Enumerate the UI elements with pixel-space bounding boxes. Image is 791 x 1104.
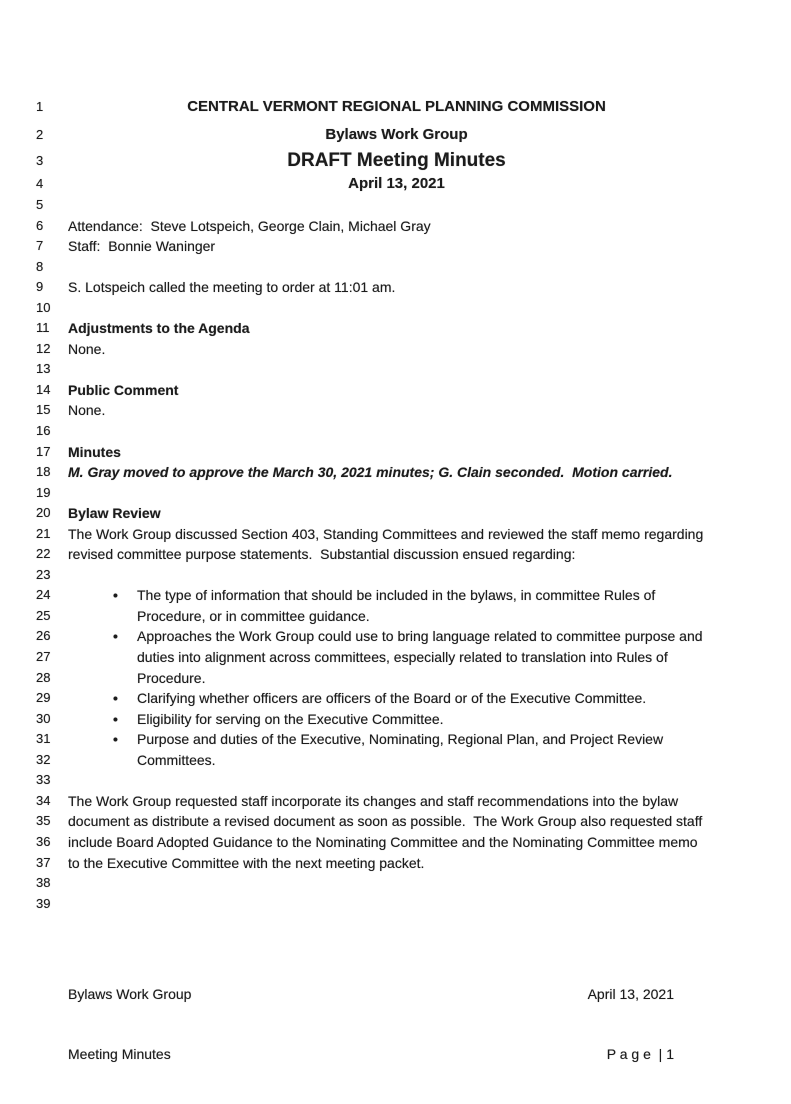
doc-line — [0, 894, 791, 915]
line-number: 39 — [36, 895, 51, 911]
line-number: 16 — [36, 423, 51, 439]
doc-line — [0, 873, 791, 894]
doc-line — [0, 585, 791, 606]
line-number: 19 — [36, 484, 51, 500]
line-number: 24 — [36, 587, 51, 603]
doc-line — [0, 524, 791, 545]
doc-line — [0, 400, 791, 421]
doc-line — [0, 421, 791, 442]
doc-line — [0, 729, 791, 750]
line-text: revised committee purpose statements. Substantial discussion ensued regarding: — [68, 546, 576, 563]
document-lines — [0, 92, 791, 914]
footer-doc-title: Meeting Minutes — [68, 1046, 171, 1062]
doc-line — [0, 195, 791, 216]
line-number: 22 — [36, 546, 51, 562]
line-number: 32 — [36, 751, 51, 767]
line-text: DRAFT Meeting Minutes — [287, 150, 506, 171]
line-text: • Purpose and duties of the Executive, Nominating, Regional Plan, and Project Review — [68, 729, 725, 750]
line-number: 13 — [36, 361, 51, 377]
doc-line — [0, 791, 791, 812]
doc-line — [0, 688, 791, 709]
line-text: • Eligibility for serving on the Executive Committee. — [68, 709, 725, 730]
doc-line — [0, 442, 791, 463]
line-text: The Work Group discussed Section 403, Standing Committees and reviewed the staff memo regarding — [68, 525, 704, 542]
line-number: 10 — [36, 299, 51, 315]
doc-line — [0, 257, 791, 278]
line-number: 11 — [36, 320, 50, 336]
doc-line — [0, 606, 791, 627]
line-text: S. Lotspeich called the meeting to order at 11:01 am. — [68, 279, 396, 296]
footer-page-number: P a g e | 1 — [606, 1046, 674, 1062]
doc-line — [0, 173, 791, 195]
doc-line — [0, 565, 791, 586]
doc-line — [0, 318, 791, 339]
doc-line — [0, 832, 791, 853]
doc-line — [0, 92, 791, 121]
line-text: Minutes — [68, 443, 121, 460]
line-text: • Clarifying whether officers are officers of the Board or of the Executive Committee. — [68, 688, 725, 709]
line-number: 26 — [36, 628, 51, 644]
line-number: 17 — [36, 443, 51, 459]
doc-line — [0, 298, 791, 319]
line-text: document as distribute a revised document as soon as possible. The Work Group also requested staff — [68, 813, 703, 830]
line-number: 3 — [36, 153, 44, 168]
line-number: 36 — [36, 833, 51, 849]
line-text: Bylaw Review — [68, 505, 161, 522]
line-text: Procedure, or in committee guidance. — [137, 607, 370, 624]
line-text: CENTRAL VERMONT REGIONAL PLANNING COMMISSION — [187, 98, 606, 115]
doc-line — [0, 503, 791, 524]
footer-group-title: Bylaws Work Group — [68, 986, 192, 1002]
line-number: 37 — [36, 854, 51, 870]
line-number: 12 — [36, 340, 51, 356]
footer-right — [588, 944, 674, 1104]
line-number: 14 — [36, 381, 51, 397]
doc-line — [0, 483, 791, 504]
line-number: 21 — [36, 525, 51, 541]
line-text: None. — [68, 340, 106, 357]
doc-line — [0, 668, 791, 689]
line-text: • Approaches the Work Group could use to bring language related to committee purpose and — [68, 626, 725, 647]
doc-line — [0, 647, 791, 668]
doc-line — [0, 770, 791, 791]
line-text: Committees. — [137, 751, 216, 768]
line-text: Staff: Bonnie Waninger — [68, 238, 216, 255]
line-number: 9 — [36, 279, 44, 295]
doc-line — [0, 462, 791, 483]
doc-line — [0, 626, 791, 647]
line-number: 5 — [36, 197, 44, 212]
line-number: 7 — [36, 238, 44, 254]
line-number: 25 — [36, 607, 51, 623]
line-text: None. — [68, 402, 106, 419]
line-text: Public Comment — [68, 381, 179, 398]
line-text: Attendance: Steve Lotspeich, George Clain, Michael Gray — [68, 217, 431, 234]
line-number: 6 — [36, 217, 44, 233]
line-number: 30 — [36, 710, 51, 726]
line-number: 18 — [36, 464, 51, 480]
line-text: The Work Group requested staff incorporate its changes and staff recommendations into the bylaw — [68, 792, 679, 809]
doc-line — [0, 380, 791, 401]
doc-line — [0, 148, 791, 173]
line-number: 38 — [36, 875, 51, 891]
line-number: 2 — [36, 127, 44, 142]
line-text: M. Gray moved to approve the March 30, 2021 minutes; G. Clain seconded. Motion carried. — [68, 464, 673, 481]
line-number: 35 — [36, 813, 51, 829]
line-text: Bylaws Work Group — [325, 126, 468, 143]
line-number: 23 — [36, 566, 51, 582]
doc-line — [0, 544, 791, 565]
line-number: 4 — [36, 176, 44, 191]
doc-line — [0, 339, 791, 360]
doc-line — [0, 216, 791, 237]
line-text: • The type of information that should be included in the bylaws, in committee Rules of — [68, 585, 725, 606]
footer-date: April 13, 2021 — [587, 986, 674, 1002]
doc-line — [0, 853, 791, 874]
line-number: 27 — [36, 649, 51, 665]
line-number: 28 — [36, 669, 51, 685]
line-text: Adjustments to the Agenda — [68, 320, 250, 337]
line-text: include Board Adopted Guidance to the Nominating Committee and the Nominating Committee memo — [68, 833, 698, 850]
doc-line — [0, 121, 791, 148]
line-number: 1 — [36, 99, 44, 114]
line-number: 29 — [36, 690, 51, 706]
doc-line — [0, 277, 791, 298]
line-text: April 13, 2021 — [348, 175, 445, 192]
line-text: duties into alignment across committees, especially related to translation into Rules of — [137, 649, 668, 666]
line-number: 33 — [36, 772, 51, 788]
footer-left — [68, 944, 191, 1104]
doc-line — [0, 709, 791, 730]
line-number: 34 — [36, 792, 51, 808]
doc-line — [0, 750, 791, 771]
line-text: to the Executive Committee with the next meeting packet. — [68, 854, 425, 871]
line-number: 31 — [36, 731, 51, 747]
line-text: Procedure. — [137, 669, 206, 686]
line-number: 20 — [36, 505, 51, 521]
doc-line — [0, 236, 791, 257]
doc-line — [0, 359, 791, 380]
line-number: 15 — [36, 402, 51, 418]
doc-line — [0, 811, 791, 832]
line-number: 8 — [36, 258, 44, 274]
